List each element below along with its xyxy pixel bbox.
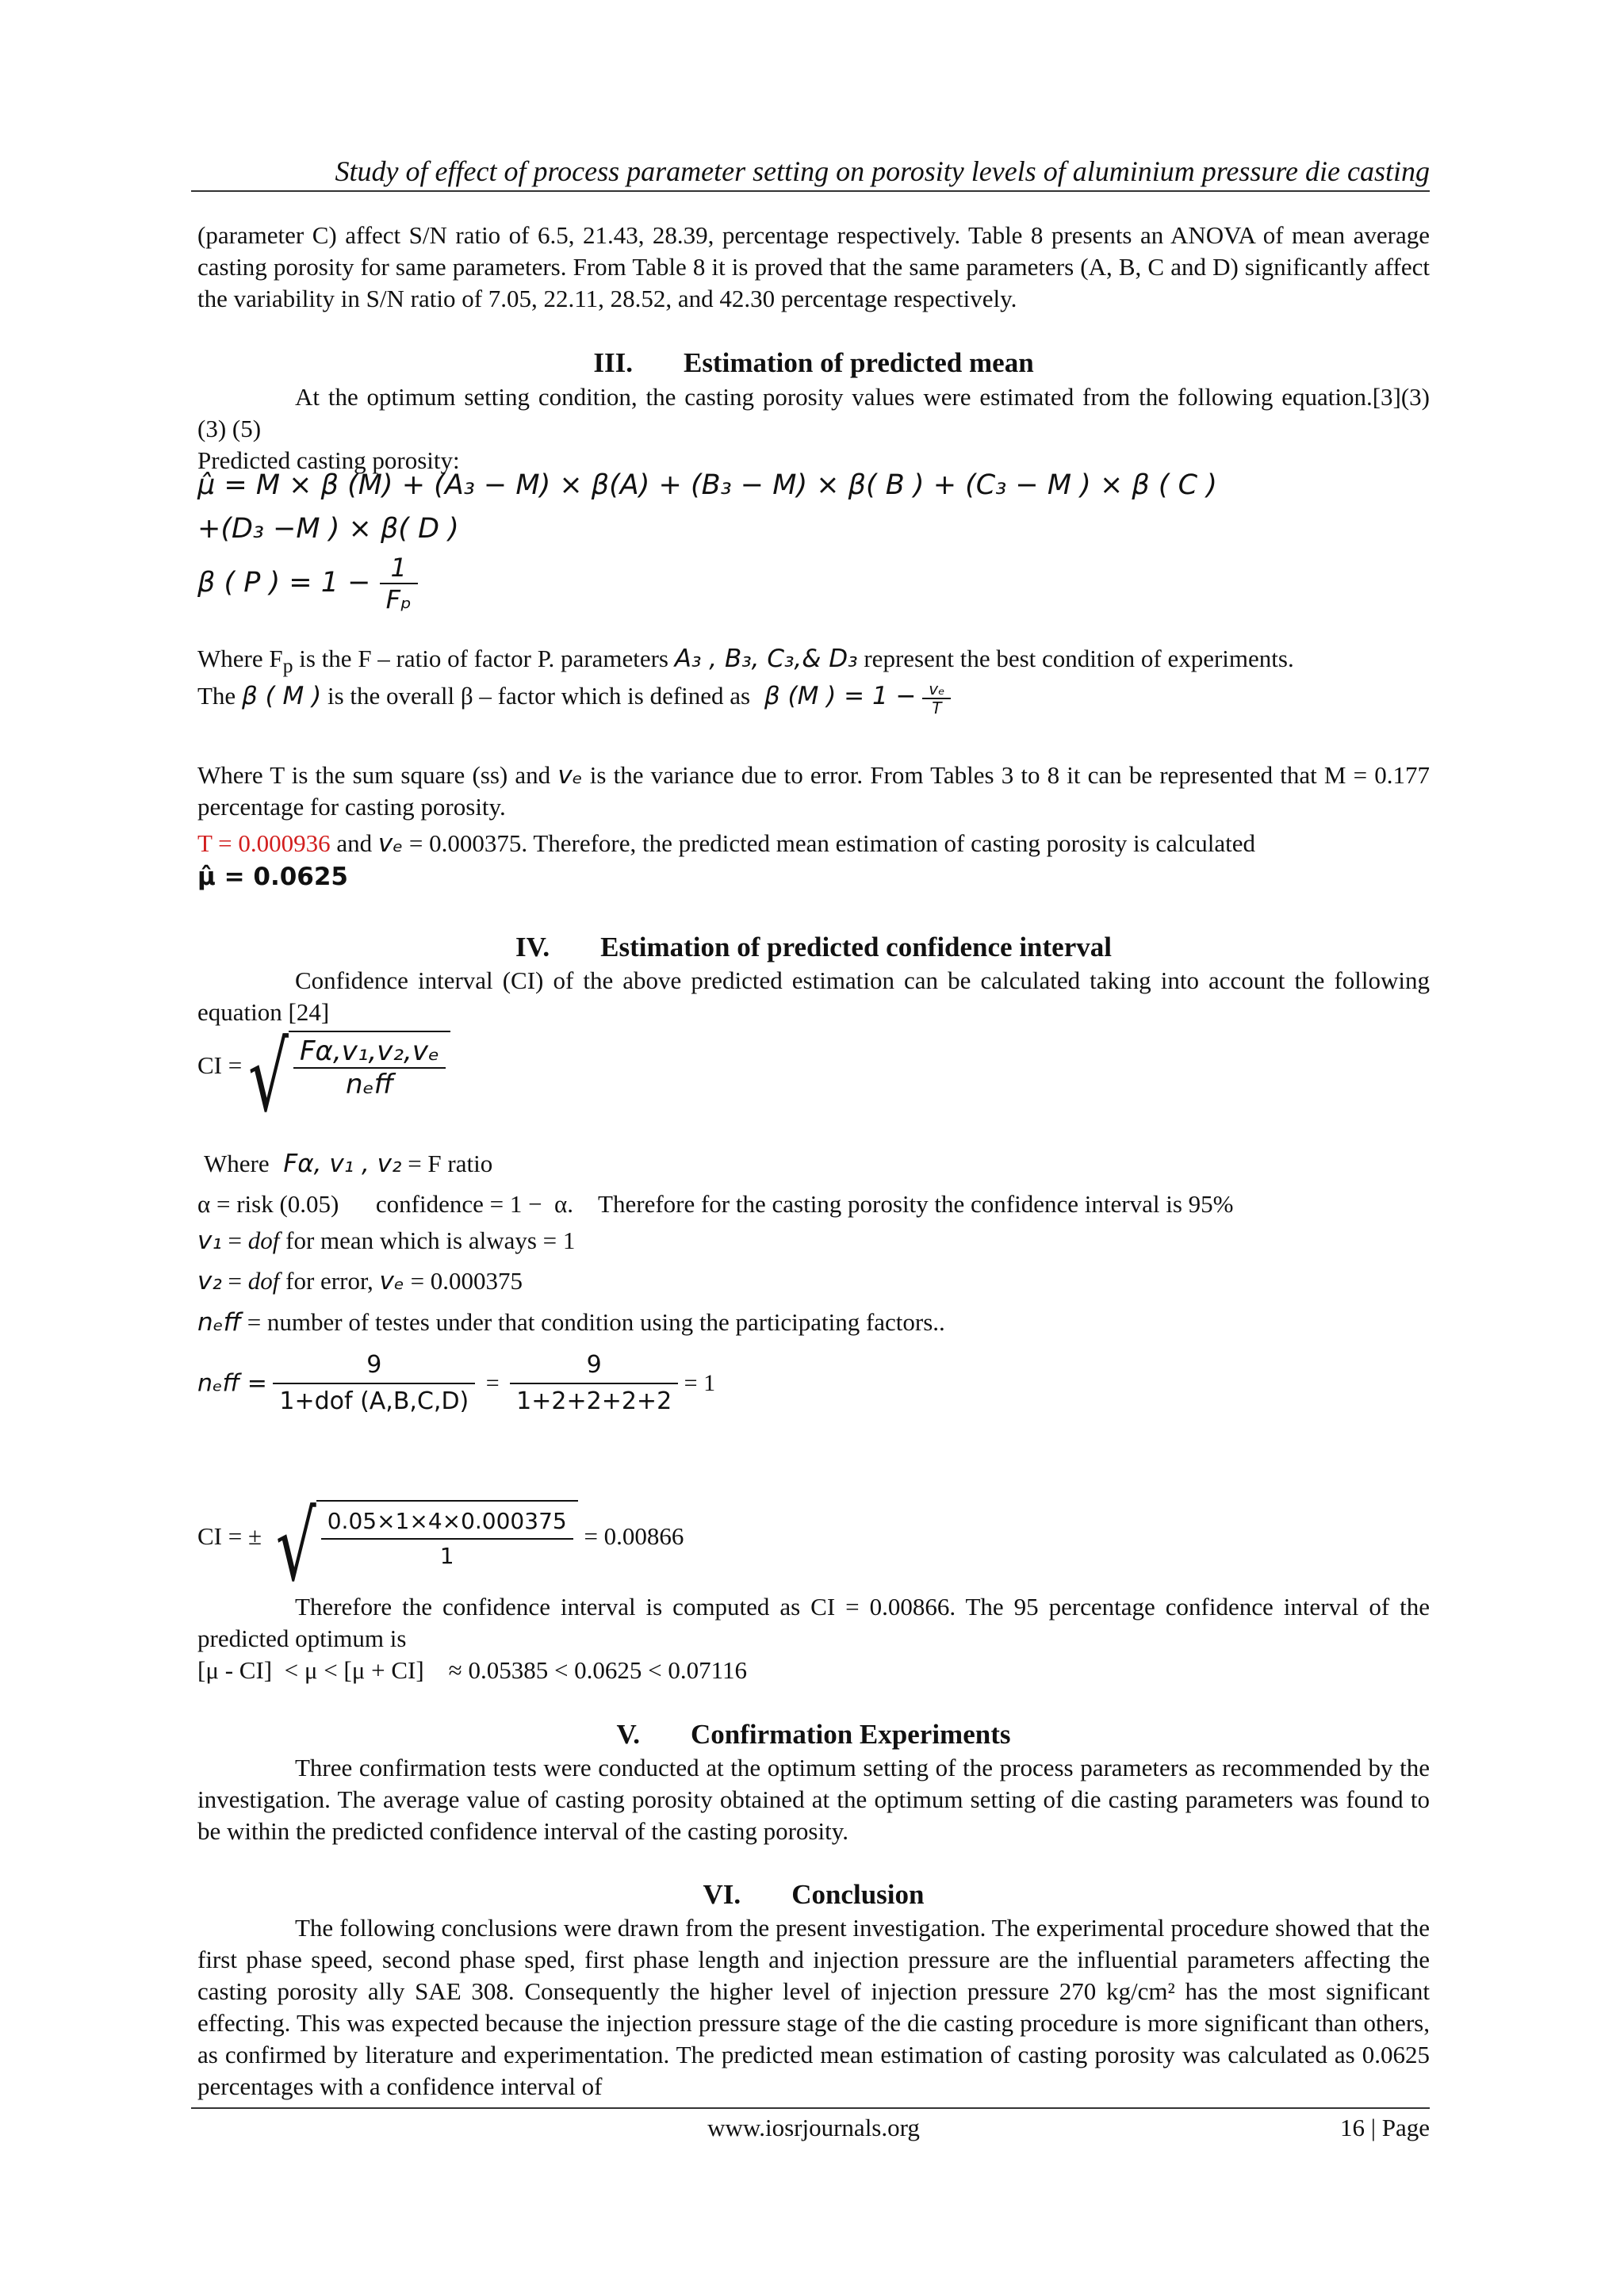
- beta-m-denominator: T: [932, 698, 942, 718]
- neff-eq-rhs: = 1: [684, 1370, 716, 1396]
- mu-result: μ̂ = 0.0625: [197, 863, 348, 891]
- section-5-number: V.: [616, 1719, 641, 1750]
- section-4-number: IV.: [515, 932, 550, 962]
- v2-value: = 0.000375: [404, 1267, 523, 1295]
- where-t-text-b: is the variance due to error. From Tables 3 to 8 it can be represented that M = 0.177 percentage for casting porosity.: [197, 761, 1430, 821]
- neff-equation: [197, 1348, 1430, 1419]
- sqrt-radical-icon: √: [247, 1022, 289, 1133]
- beta-p-equation: [197, 553, 418, 614]
- section-6-paragraph: The following conclusions were drawn from the present investigation. The experimental procedure showed that the first phase speed, second phase sped, first phase length and injection pressure are the influential parameters affecting the casting porosity ally SAE 308. Consequently the higher level of injection pressure 270 kg/cm² has the most significant effecting. This was expected because the injection pressure stage of the die casting procedure is more significant than others, as confirmed by literature and experimentation. The predicted mean estimation of casting porosity was calculated as 0.0625 percentages with a confidence interval of: [197, 1914, 1430, 2100]
- page-number: 16 | Page: [1340, 2114, 1430, 2141]
- beta-m-text-b: is the overall β – factor which is defined as: [321, 682, 756, 710]
- section-5-heading: [197, 1719, 1430, 1751]
- beta-m-symbol: β ( M ): [241, 682, 322, 711]
- predicted-mean-equation: μ̂ = M × β (M) + (A₃ − M) × β(A) + (B₃ − M) × β( B ) + (C₃ − M ) × β ( C ): [197, 469, 1217, 501]
- where-f-line: [204, 1148, 1436, 1180]
- v1-eq: =: [221, 1226, 248, 1254]
- t-value-line: [197, 828, 1430, 859]
- neff-frac1-denominator: 1+dof (A,B,C,D): [279, 1387, 469, 1415]
- beta-m-eq-lhs: β (M ) = 1 −: [764, 682, 917, 711]
- neff-fraction-2: [510, 1348, 678, 1419]
- ci-value-formula: [197, 1491, 1430, 1602]
- beta-p-fraction: [380, 553, 418, 614]
- v2-text: for error,: [279, 1267, 380, 1295]
- neff-line: [197, 1307, 1430, 1338]
- where-label: Where: [204, 1150, 270, 1177]
- section-3-paragraph: At the optimum setting condition, the casting porosity values were estimated from the following equation.[3](3) (3) (5): [197, 383, 1430, 442]
- beta-m-text-a: The: [197, 682, 242, 710]
- where-fp-sub: p: [282, 654, 293, 678]
- section-5-paragraph: Three confirmation tests were conducted at the optimum setting of the process parameters as recommended by the investigation. The average value of casting porosity obtained at the optimum setting of die casting parameters was found to be within the predicted confidence interval of the casting porosity.: [197, 1754, 1430, 1845]
- where-fp-line: [197, 643, 1430, 682]
- section-4-heading: [197, 932, 1430, 963]
- neff-symbol: nₑff: [197, 1308, 241, 1337]
- section-6-number: VI.: [703, 1879, 741, 1910]
- v1-text: for mean which is always = 1: [279, 1226, 576, 1254]
- beta-p-denominator: Fₚ: [385, 584, 412, 614]
- section-4-paragraph-2: Therefore the confidence interval is computed as CI = 0.00866. The 95 percentage confidence interval of the predicted optimum is: [197, 1593, 1430, 1652]
- intro-paragraph: (parameter C) affect S/N ratio of 6.5, 21.43, 28.39, percentage respectively. Table 8 presents an ANOVA of mean average casting porosity for same parameters. From Table 8 it is proved that the same parameters (A, B, C and D) significantly affect the variability in S/N ratio of 7.05, 22.11, 28.52, and 42.30 percentage respectively.: [197, 221, 1430, 312]
- header-rule: [191, 190, 1430, 192]
- params-symbol: A₃ , B₃, C₃,& D₃: [674, 645, 858, 673]
- ve-symbol: vₑ: [557, 761, 583, 790]
- ci-fraction: [293, 1035, 446, 1100]
- section-6-heading: [197, 1879, 1430, 1911]
- ci2-sqrt: [275, 1491, 578, 1602]
- ci-sqrt: [247, 1022, 450, 1133]
- beta-m-line: [197, 680, 1430, 717]
- v1-line: [197, 1225, 1430, 1257]
- neff-eq-lhs: nₑff =: [197, 1369, 267, 1398]
- neff-text: = number of testes under that condition using the participating factors..: [240, 1308, 945, 1336]
- ci-formula: [197, 1022, 1430, 1133]
- section-6-title: Conclusion: [791, 1879, 925, 1910]
- section-3-heading: [197, 347, 1430, 379]
- section-3-number: III.: [593, 347, 633, 378]
- ve-symbol-2: vₑ: [377, 829, 404, 858]
- ci2-fraction: [321, 1505, 573, 1573]
- section-4-title: Estimation of predicted confidence interval: [600, 932, 1112, 962]
- footer-rule: [191, 2107, 1430, 2109]
- ci-numerator: Fα,v₁,v₂,vₑ: [293, 1035, 446, 1069]
- where-fp-text-a: Where F: [197, 645, 283, 672]
- beta-p-lhs: β ( P ) = 1 −: [197, 567, 371, 599]
- neff-frac2-numerator: 9: [510, 1348, 678, 1384]
- v2-dof: dof: [247, 1267, 280, 1295]
- v2-symbol: v₂: [197, 1267, 222, 1295]
- ci-label: CI =: [197, 1051, 243, 1079]
- t-value: T = 0.000936: [197, 829, 331, 857]
- beta-m-fraction: [922, 680, 951, 717]
- neff-eq-mid: =: [485, 1370, 500, 1396]
- ci2-numerator: 0.05×1×4×0.000375: [321, 1505, 573, 1540]
- beta-m-numerator: vₑ: [922, 680, 951, 699]
- running-title: Study of effect of process parameter setting on porosity levels of aluminium pressure die casting: [335, 155, 1430, 187]
- f-ratio-text: = F ratio: [401, 1150, 493, 1177]
- predicted-label: Predicted casting porosity:: [197, 446, 460, 474]
- ci2-denominator: 1: [439, 1543, 454, 1569]
- neff-fraction-1: [273, 1348, 475, 1419]
- v1-symbol: v₁: [197, 1226, 222, 1255]
- f-symbol: Fα, v₁ , v₂: [283, 1150, 402, 1178]
- neff-frac2-denominator: 1+2+2+2+2: [516, 1387, 672, 1415]
- beta-p-numerator: 1: [380, 553, 418, 584]
- where-t-paragraph: [197, 760, 1430, 823]
- footer-url[interactable]: www.iosrjournals.org: [707, 2114, 920, 2141]
- ci2-result: = 0.00866: [584, 1522, 684, 1550]
- section-3-title: Estimation of predicted mean: [683, 347, 1034, 378]
- ci-denominator: nₑff: [345, 1069, 394, 1100]
- where-t-text-a: Where T is the sum square (ss) and: [197, 761, 558, 789]
- section-5-title: Confirmation Experiments: [691, 1719, 1011, 1750]
- section-4-paragraph: Confidence interval (CI) of the above predicted estimation can be calculated taking into account the following equation [24]: [197, 966, 1430, 1026]
- v1-dof: dof: [247, 1226, 280, 1254]
- predicted-mean-equation-cont: +(D₃ −M ) × β( D ): [197, 513, 459, 545]
- v2-eq: =: [221, 1267, 248, 1295]
- sqrt-radical-icon: √: [275, 1491, 316, 1602]
- v2-line: [197, 1265, 1430, 1297]
- where-fp-text-b: is the F – ratio of factor P. parameters: [293, 645, 675, 672]
- ci-range-line: [μ - CI] < μ < [μ + CI] ≈ 0.05385 < 0.0625 < 0.07116: [197, 1656, 748, 1684]
- v2-ve-symbol: vₑ: [379, 1267, 404, 1295]
- where-fp-text-c: represent the best condition of experiments.: [857, 645, 1294, 672]
- t-rest-text: = 0.000375. Therefore, the predicted mean estimation of casting porosity is calculated: [403, 829, 1256, 857]
- t-and: and: [330, 829, 378, 857]
- ci2-label: CI = ±: [197, 1522, 262, 1550]
- alpha-line: α = risk (0.05) confidence = 1 − α. Therefore for the casting porosity the confidence interval is 95%: [197, 1190, 1234, 1218]
- neff-frac1-numerator: 9: [273, 1348, 475, 1384]
